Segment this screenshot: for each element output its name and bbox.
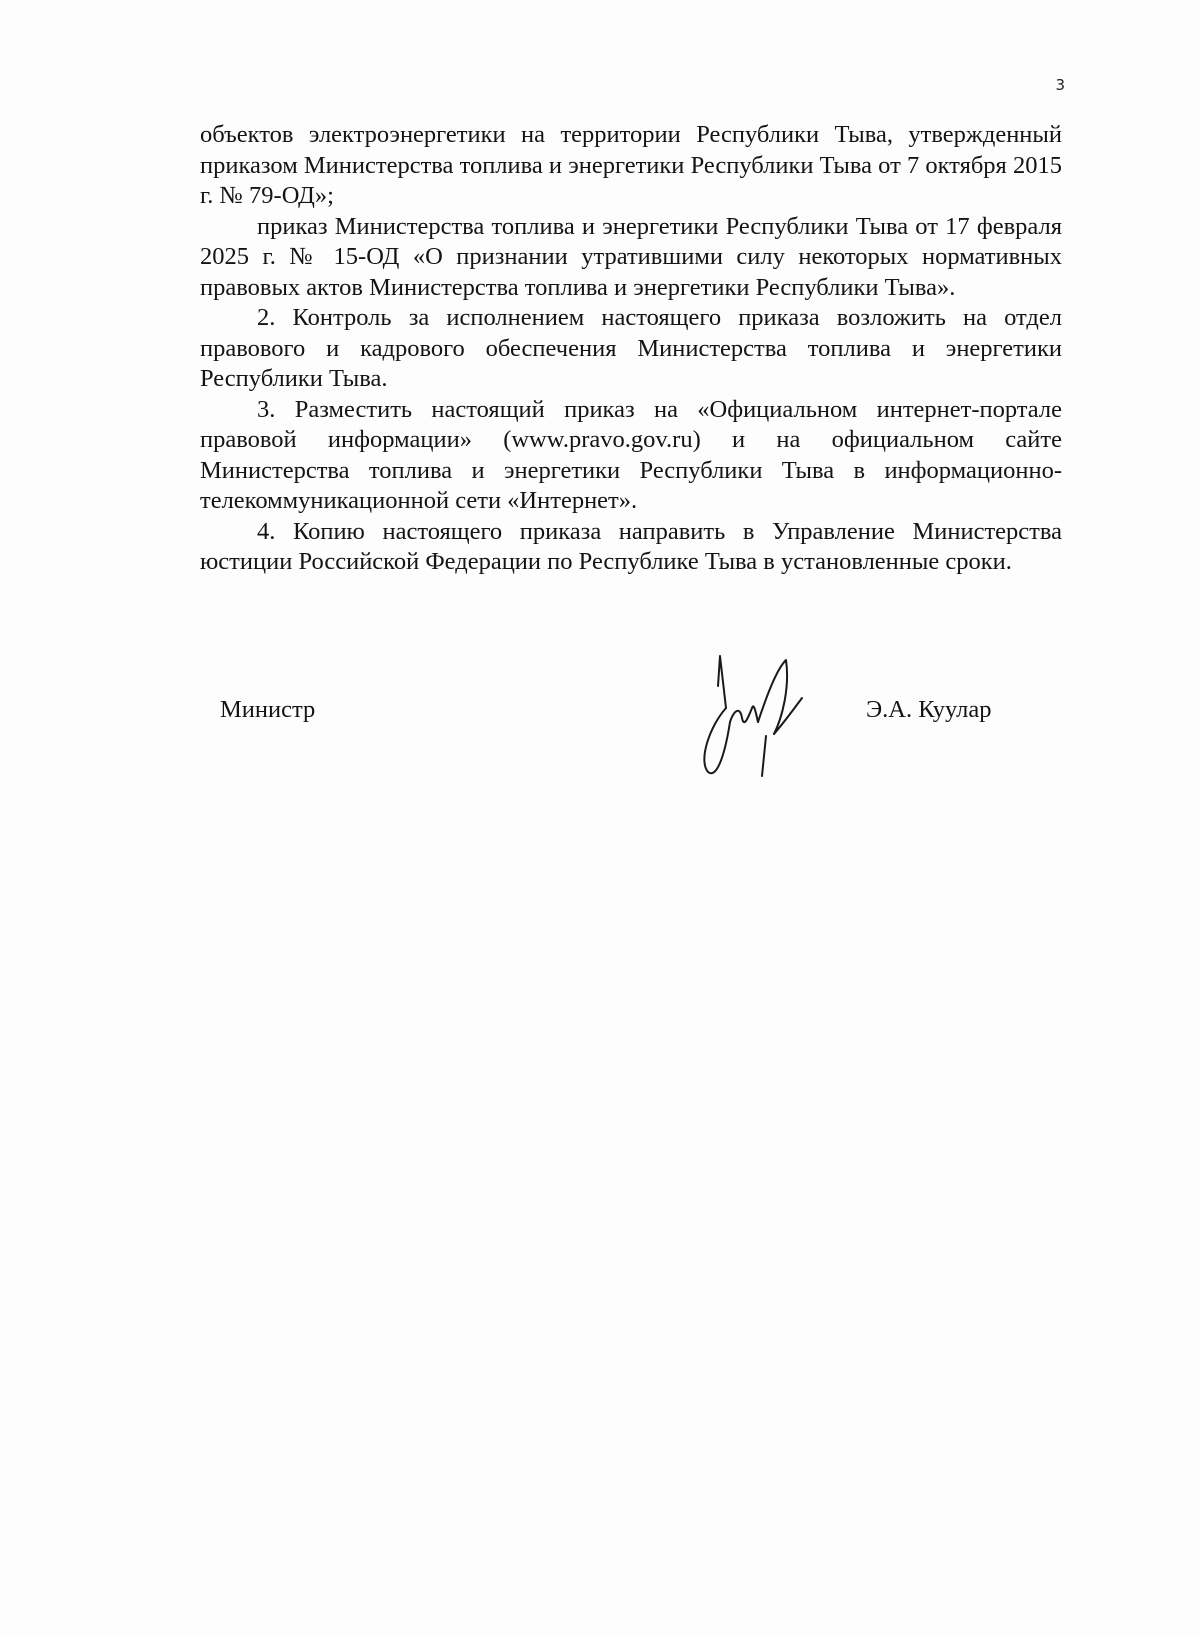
signatory-title: Министр	[220, 696, 316, 723]
paragraph-repealed-order: приказ Министерства топлива и энергетики Республики Тыва от 17 февраля 2025 г. № 15-ОД «О признании утратившими силу некоторых нормативных правовых актов Министерства топлива и энергетики Республики Тыва».	[200, 212, 1062, 301]
handwritten-signature	[690, 648, 820, 783]
paragraph-continuation: объектов электроэнергетики на территории Республики Тыва, утвержденный приказом Министерства топлива и энергетики Республики Тыва от 7 октября 2015 г. № 79-ОД»;	[200, 121, 1062, 209]
paragraph-item-3-publish: 3. Разместить настоящий приказ на «Официальном интернет-портале правовой информации» (www.pravo.gov.ru) и на официальном сайте Министерства топлива и энергетики Республики Тыва в информационно-телекоммуникационной сети «Интернет».	[200, 395, 1062, 514]
paragraph-item-2-control: 2. Контроль за исполнением настоящего приказа возложить на отдел правового и кадрового обеспечения Министерства топлива и энергетики Республики Тыва.	[200, 304, 1062, 392]
signature-block	[0, 640, 1200, 780]
signatory-name: Э.А. Куулар	[866, 696, 992, 723]
paragraph-item-4-copy: 4. Копию настоящего приказа направить в Управление Министерства юстиции Российской Федерации по Республике Тыва в установленные сроки.	[200, 517, 1062, 575]
page-number: 3	[1055, 76, 1065, 94]
document-body	[200, 120, 1062, 578]
